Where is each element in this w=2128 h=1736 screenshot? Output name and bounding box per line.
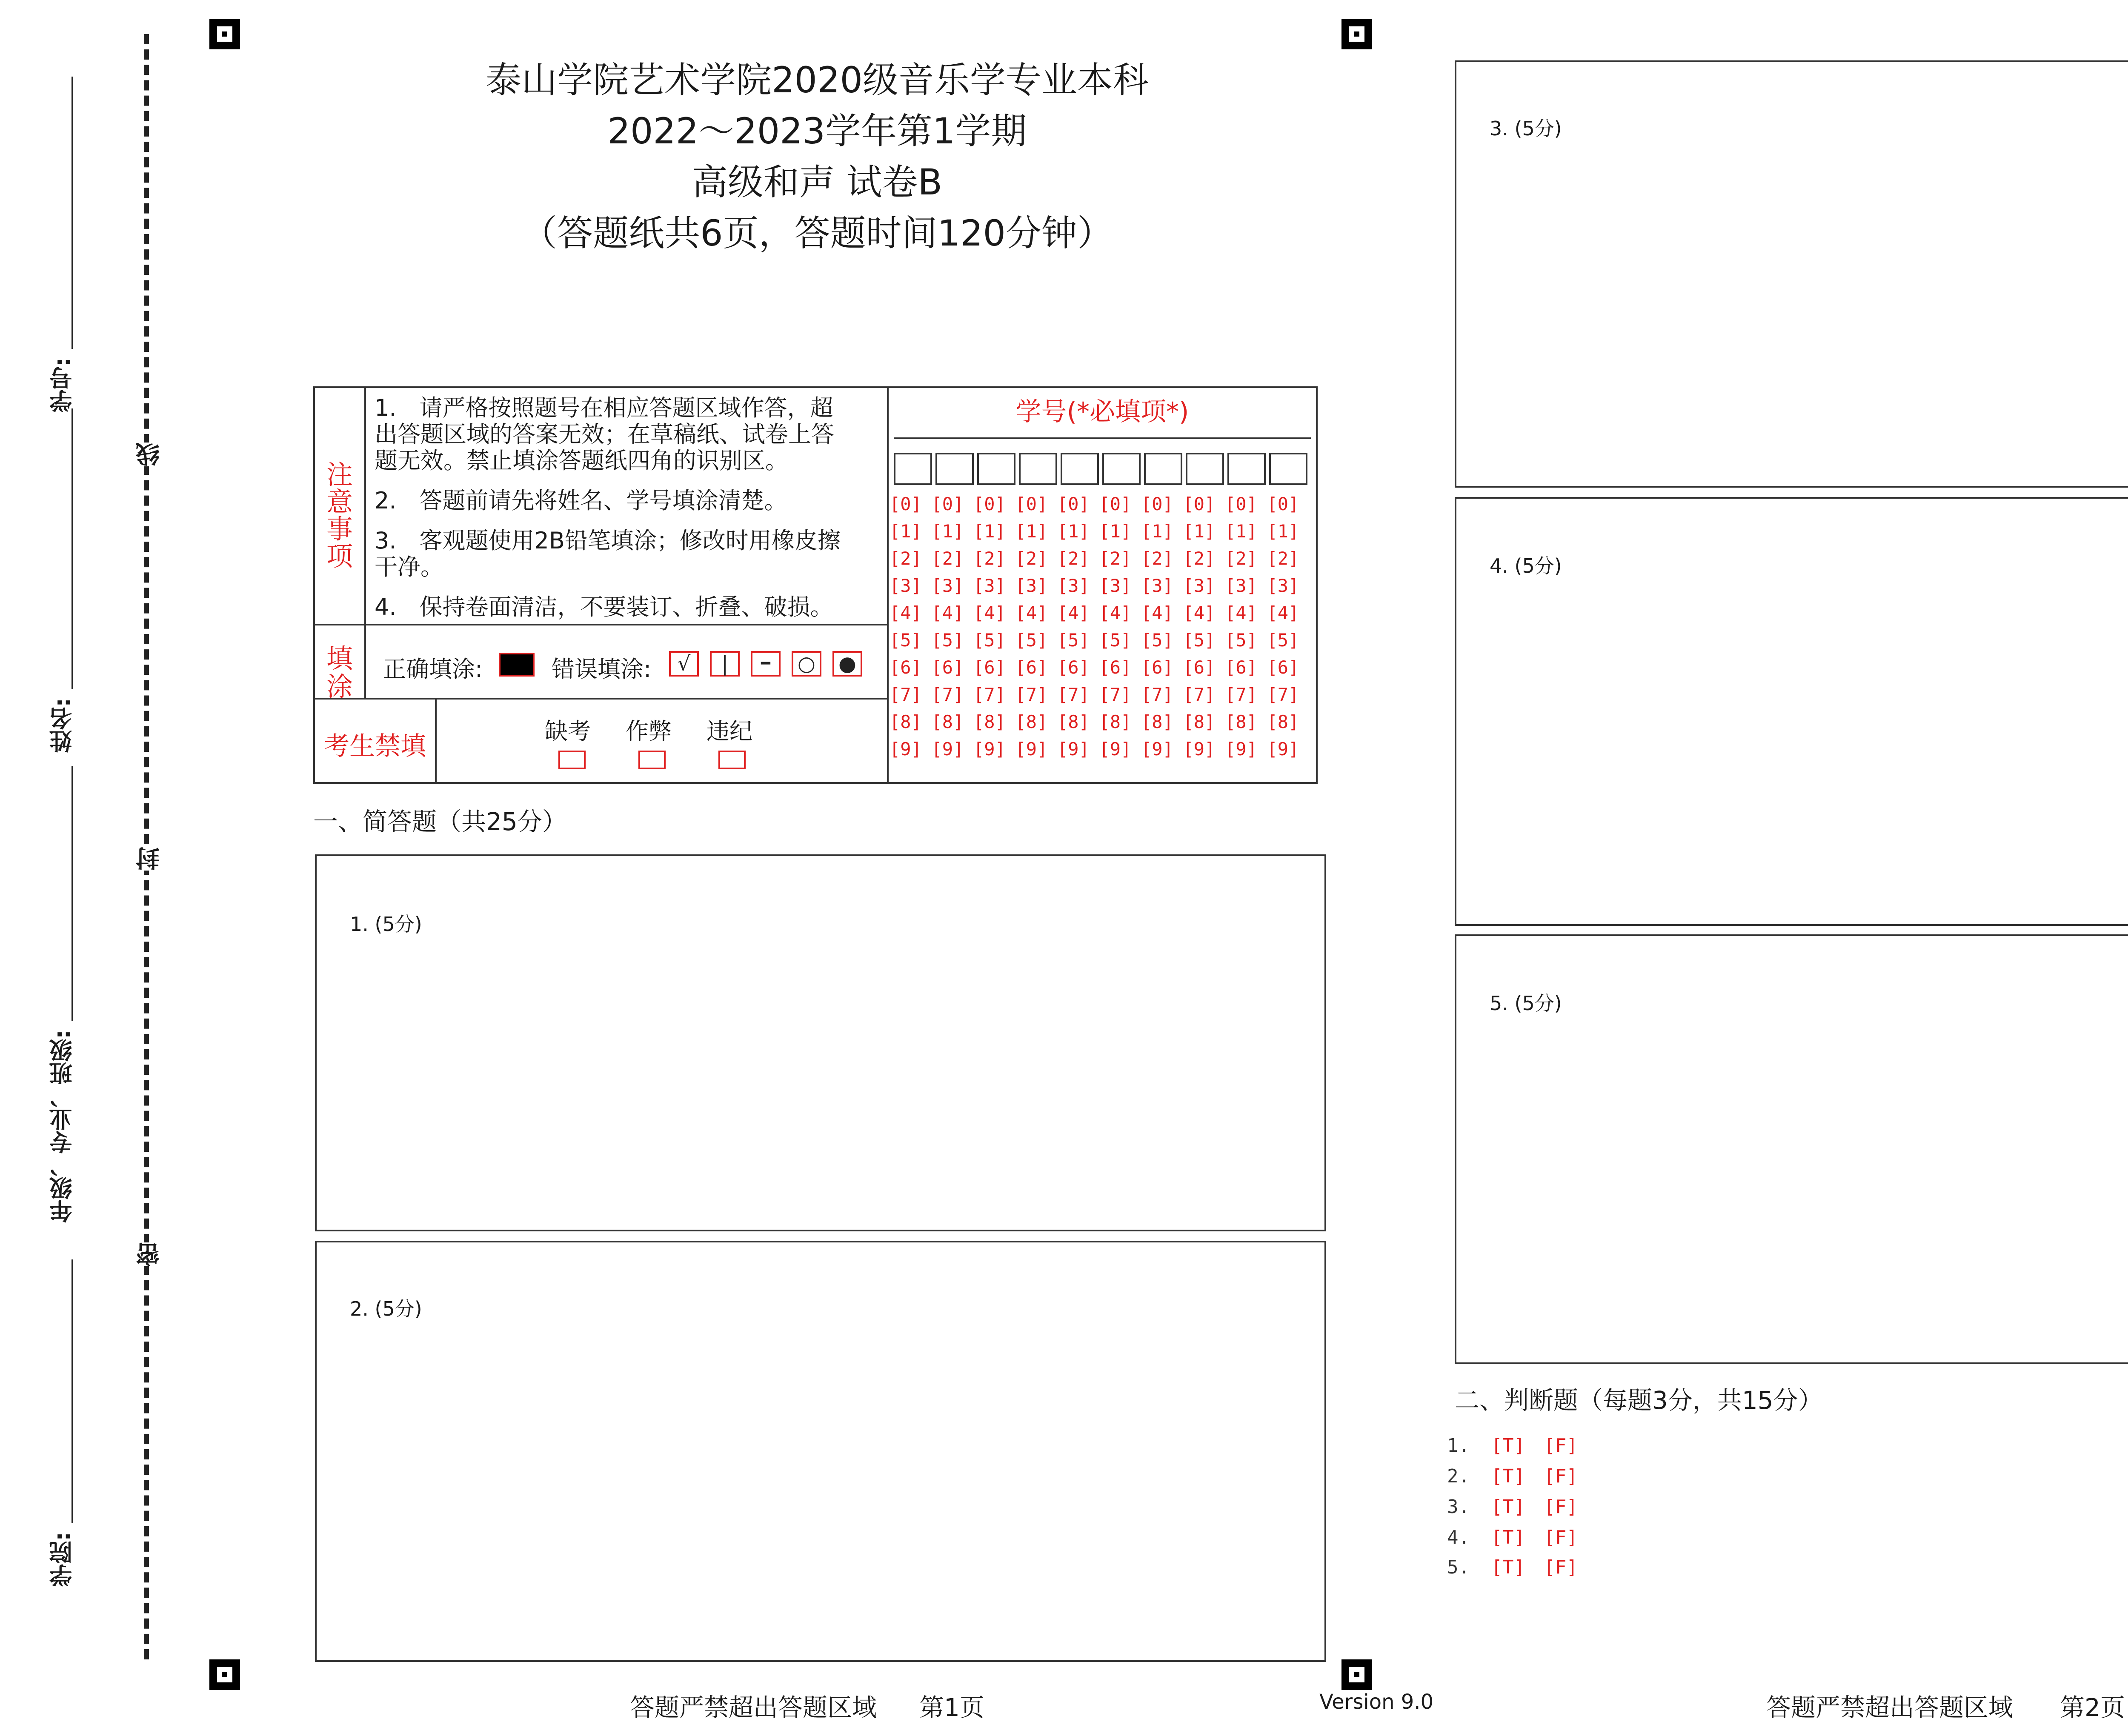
- section2-title: 二、判断题（每题3分，共15分）: [1455, 1386, 1823, 1415]
- judge-option-true[interactable]: [T]: [1491, 1435, 1525, 1456]
- exam-title-line4: （答题纸共6页，答题时间120分钟）: [521, 212, 1113, 254]
- field-class-line[interactable]: [72, 766, 73, 1021]
- judge-item-number: 1.: [1447, 1435, 1470, 1456]
- corner-marker-top-left: [209, 19, 240, 49]
- question-2-label: 2. (5分): [350, 1297, 422, 1320]
- prohibited-label: 考生禁填: [324, 731, 426, 761]
- bubble-row-8[interactable]: [8] [8] [8] [8] [8] [8] [8] [8] [8] [8]: [890, 711, 1299, 732]
- bubble-row-9[interactable]: [9] [9] [9] [9] [9] [9] [9] [9] [9] [9]: [890, 739, 1299, 760]
- judge-option-true[interactable]: [T]: [1491, 1496, 1525, 1518]
- footer-right-page: 第2页: [2060, 1693, 2125, 1722]
- bubble-row-7[interactable]: [7] [7] [7] [7] [7] [7] [7] [7] [7] [7]: [890, 684, 1299, 705]
- cheat-checkbox[interactable]: [638, 751, 666, 769]
- answer-box-q2[interactable]: [315, 1241, 1326, 1662]
- fill-label-1: 填: [326, 643, 353, 674]
- bubble-row-4[interactable]: [4] [4] [4] [4] [4] [4] [4] [4] [4] [4]: [890, 602, 1299, 623]
- notice-item-2: 2. 答题前请先将姓名、学号填涂清楚。: [375, 487, 787, 514]
- judge-option-false[interactable]: [F]: [1544, 1496, 1578, 1518]
- question-1-label: 1. (5分): [350, 913, 422, 936]
- binding-word-mi: 密: [133, 1242, 167, 1266]
- bubble-row-6[interactable]: [6] [6] [6] [6] [6] [6] [6] [6] [6] [6]: [890, 657, 1299, 678]
- notice-item-4: 4. 保持卷面清洁，不要装订、折叠、破损。: [375, 594, 833, 620]
- judge-option-false[interactable]: [F]: [1544, 1527, 1578, 1548]
- exam-title-line1: 泰山学院艺术学院2020级音乐学专业本科: [486, 59, 1149, 101]
- student-id-box-10[interactable]: [1269, 453, 1307, 485]
- judge-item-1: [1447, 1435, 1578, 1456]
- corner-marker-bottom-center: [1341, 1659, 1372, 1690]
- judge-item-number: 2.: [1447, 1465, 1470, 1487]
- binding-word-xian: 线: [133, 443, 167, 466]
- field-student-id-label: 学号:: [49, 357, 76, 413]
- exam-title-line3: 高级和声 试卷B: [692, 161, 943, 203]
- field-college-line[interactable]: [72, 1259, 73, 1523]
- wrong-fill-example-bar: |: [710, 651, 740, 677]
- field-name-label: 姓名:: [49, 698, 76, 753]
- question-5-label: 5. (5分): [1490, 992, 1562, 1015]
- wrong-fill-example-check: √: [669, 651, 699, 677]
- judge-item-number: 3.: [1447, 1496, 1470, 1518]
- judge-item-number: 5.: [1447, 1556, 1470, 1578]
- bubble-row-2[interactable]: [2] [2] [2] [2] [2] [2] [2] [2] [2] [2]: [890, 548, 1299, 569]
- footer-left-warning: 答题严禁超出答题区域: [630, 1693, 877, 1722]
- footer-left-page: 第1页: [919, 1693, 984, 1722]
- judge-option-true[interactable]: [T]: [1491, 1556, 1525, 1578]
- student-id-box-5[interactable]: [1061, 453, 1099, 485]
- judge-option-false[interactable]: [F]: [1544, 1435, 1578, 1456]
- judge-item-number: 4.: [1447, 1527, 1470, 1548]
- field-class-label: 年级、专业、班级:: [49, 1030, 76, 1223]
- violation-checkbox[interactable]: [718, 751, 746, 769]
- answer-box-q1[interactable]: [315, 854, 1326, 1231]
- judge-item-2: [1447, 1465, 1578, 1487]
- binding-word-feng: 封: [133, 847, 167, 871]
- student-id-box-9[interactable]: [1227, 453, 1266, 485]
- absent-checkbox[interactable]: [558, 751, 586, 769]
- section1-title: 一、简答题（共25分）: [313, 807, 567, 836]
- field-student-id-line[interactable]: [72, 77, 73, 349]
- question-4-label: 4. (5分): [1490, 554, 1562, 577]
- prohibited-option-violation: 违纪: [706, 718, 752, 745]
- judge-option-true[interactable]: [T]: [1491, 1527, 1525, 1548]
- exam-title-line2: 2022～2023学年第1学期: [607, 110, 1027, 152]
- judge-item-3: [1447, 1496, 1578, 1518]
- wrong-fill-example-circle: ○: [792, 651, 821, 677]
- info-divider-1: [313, 624, 888, 625]
- prohibited-option-absent: 缺考: [545, 718, 591, 745]
- student-id-box-7[interactable]: [1144, 453, 1182, 485]
- bubble-row-0[interactable]: [0] [0] [0] [0] [0] [0] [0] [0] [0] [0]: [890, 494, 1299, 514]
- bubble-row-5[interactable]: [5] [5] [5] [5] [5] [5] [5] [5] [5] [5]: [890, 630, 1299, 651]
- info-divider-vertical: [887, 386, 889, 784]
- wrong-fill-example-dash: ━: [751, 651, 781, 677]
- corner-marker-bottom-left: [209, 1659, 240, 1690]
- bubble-row-3[interactable]: [3] [3] [3] [3] [3] [3] [3] [3] [3] [3]: [890, 575, 1299, 596]
- correct-fill-label: 正确填涂:: [383, 656, 483, 682]
- student-id-box-2[interactable]: [935, 453, 974, 485]
- student-id-title: 学号(*必填项*): [1015, 397, 1189, 427]
- judge-item-5: [1447, 1556, 1578, 1578]
- prohibited-option-cheat: 作弊: [626, 718, 672, 745]
- judge-option-true[interactable]: [T]: [1491, 1465, 1525, 1487]
- student-id-box-4[interactable]: [1019, 453, 1057, 485]
- question-3-label: 3. (5分): [1490, 117, 1562, 140]
- field-college-label: 学院:: [49, 1532, 76, 1587]
- corner-marker-top-center: [1341, 19, 1372, 49]
- student-id-box-8[interactable]: [1186, 453, 1224, 485]
- student-id-box-1[interactable]: [894, 453, 932, 485]
- correct-fill-example: [499, 653, 535, 677]
- notice-item-1: 1. 请严格按照题号在相应答题区域作答，超出答题区域的答案无效；在草稿纸、试卷上答题无效。禁止填涂答题纸四角的识别区。: [375, 394, 834, 474]
- judge-option-false[interactable]: [F]: [1544, 1465, 1578, 1487]
- judge-item-4: [1447, 1527, 1578, 1548]
- field-name-line[interactable]: [72, 408, 73, 689]
- student-id-bubble-grid: [890, 494, 1309, 766]
- wrong-fill-example-dot: ●: [832, 651, 862, 677]
- student-id-box-6[interactable]: [1102, 453, 1141, 485]
- notice-item-3: 3. 客观题使用2B铅笔填涂；修改时用橡皮擦干净。: [375, 527, 841, 580]
- judge-option-false[interactable]: [F]: [1544, 1556, 1578, 1578]
- student-id-box-3[interactable]: [977, 453, 1015, 485]
- footer-right-warning: 答题严禁超出答题区域: [1766, 1693, 2014, 1722]
- wrong-fill-label: 错误填涂:: [552, 656, 652, 682]
- bubble-row-1[interactable]: [1] [1] [1] [1] [1] [1] [1] [1] [1] [1]: [890, 521, 1299, 542]
- fill-label-2: 涂: [326, 671, 353, 702]
- student-id-title-underline: [894, 437, 1311, 439]
- notice-label: 注 意 事 项: [313, 386, 366, 625]
- footer-version: Version 9.0: [1319, 1690, 1434, 1714]
